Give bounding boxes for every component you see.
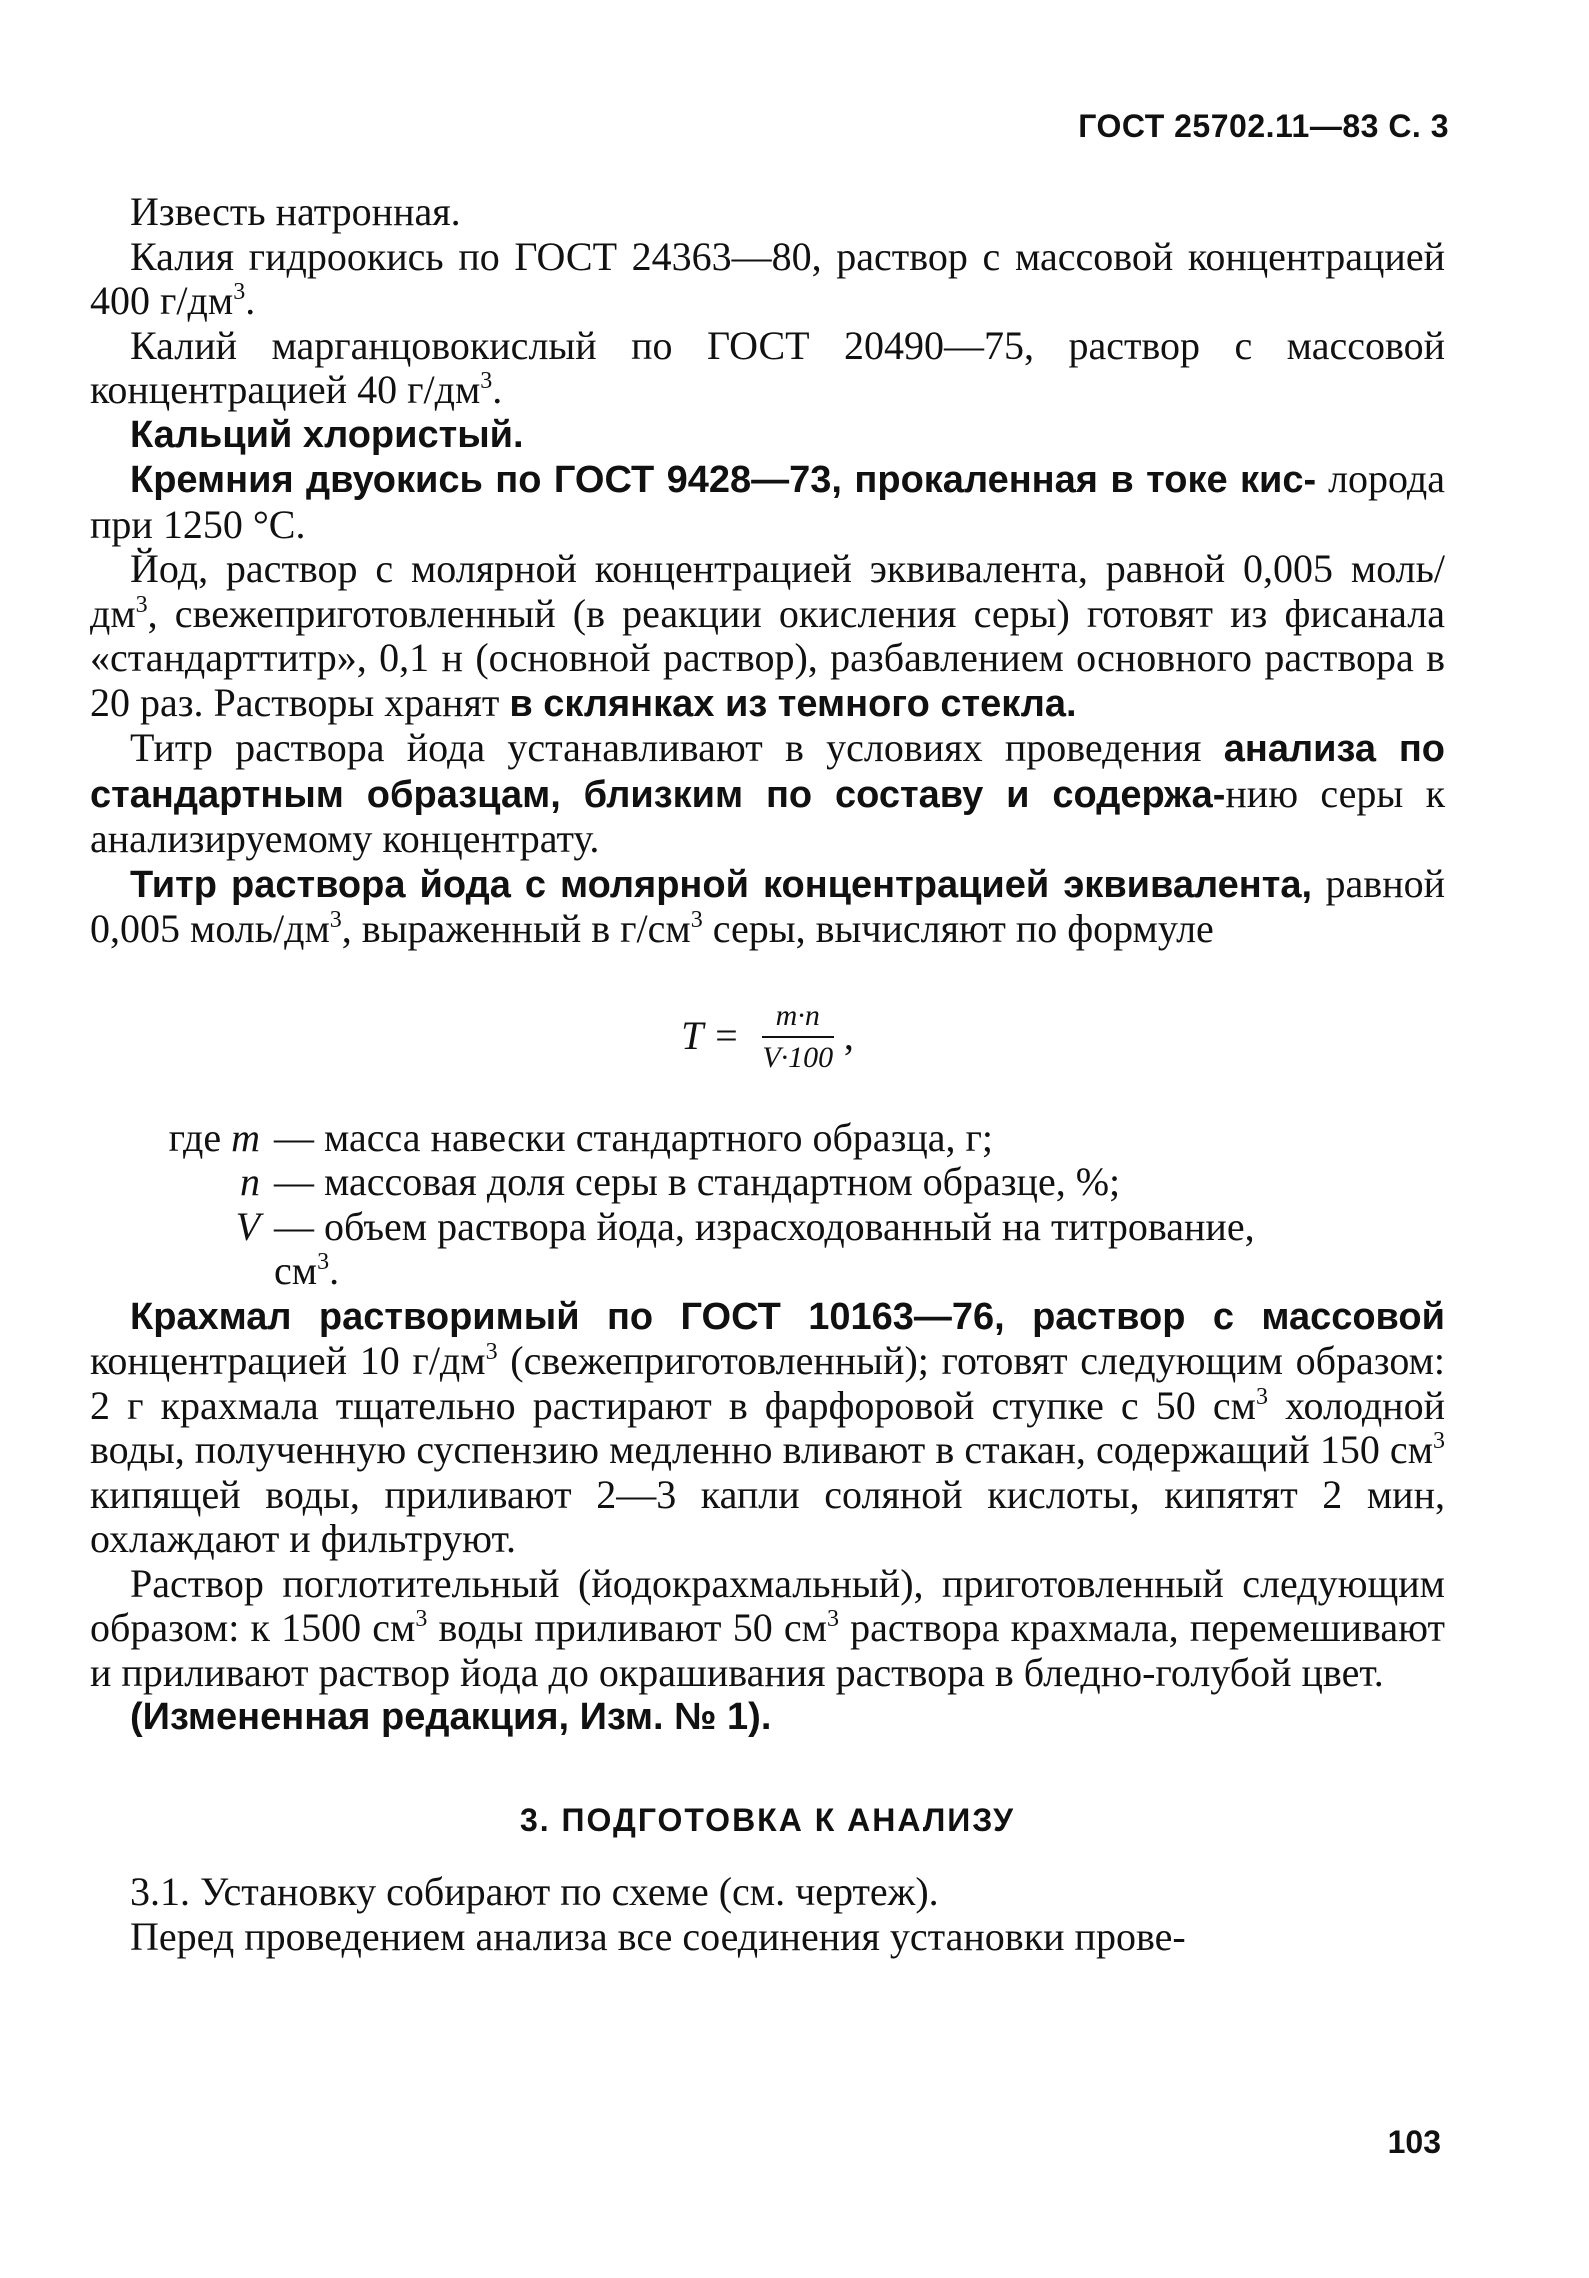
paragraph-absorber: Раствор поглотительный (йодокрахмальный), приготовленный следующим образом: к 1500 $см^3$ воды приливают 50 $см^3$ раствора крахмала, перемешивают и приливают раствор йода до окрашивания раствора в бледно-голубой цвет. bbox=[90, 1560, 1445, 1695]
paragraph-iodine: Йод, раствор с молярной концентрацией эквивалента, равной 0,005 моль/$дм^3$, свежеприготовленный (в реакции окисления серы) готовят из фисанала «стандарттитр», 0,1 н (основной раствор), разбавлением основного раствора в 20 раз. Растворы хранят в склянках из темного стекла. bbox=[90, 546, 1445, 725]
formula-denominator: V·100 bbox=[762, 1040, 834, 1074]
paragraph-starch: Крахмал растворимый по ГОСТ 10163—76, раствор с массовой концентрацией 10 $г/дм^3$ (свежеприготовленный); готовят следующим образом: 2 г крахмала тщательно растирают в фарфоровой ступке с 50 $см^3$ холодной воды, полученную суспензию медленно вливают в стакан, содержащий 150 $см^3$ кипящей воды, приливают 2—3 капли соляной кислоты, кипятят 2 мин, охлаждают и фильтруют. bbox=[90, 1295, 1445, 1561]
paragraph-potassium-hydroxide: Калия гидроокись по ГОСТ 24363—80, раствор с массовой концентрацией 400 $г/дм^3$. bbox=[90, 233, 1445, 323]
paragraph-3-1-continued: Перед проведением анализа все соединения установки прове- bbox=[130, 1913, 1186, 1959]
running-header: ГОСТ 25702.11—83 С. 3 bbox=[1078, 108, 1449, 144]
paragraph-lime: Известь натронная. bbox=[130, 189, 461, 234]
formula-legend bbox=[90, 1116, 1445, 1294]
paragraph-titer-formula-intro: Титр раствора йода с молярной концентрацией эквивалента, равной 0,005 моль/$дм^3$, выраженный в $г/см^3$ серы, вычисляют по формуле bbox=[90, 860, 1446, 951]
titer-formula bbox=[90, 962, 1445, 1112]
section-title: 3. ПОДГОТОВКА К АНАЛИЗУ bbox=[519, 1801, 1016, 1838]
formula-comma: , bbox=[843, 1013, 854, 1059]
legend-row-n: n — массовая доля серы в стандартном образце, %; bbox=[240, 1159, 1121, 1204]
formula-lhs: T = bbox=[681, 1013, 740, 1059]
paragraph-titer: Титр раствора йода устанавливают в условиях проведения анализа по стандартным образцам, близким по составу и содержа-нию серы к анализируемому концентрату. bbox=[90, 725, 1446, 861]
paragraph-permanganate: Калий марганцовокислый по ГОСТ 20490—75, раствор с массовой концентрацией 40 $г/дм^3$. bbox=[90, 322, 1445, 412]
formula-numerator: m·n bbox=[762, 996, 834, 1038]
paragraph-silica: Кремния двуокись по ГОСТ 9428—73, прокаленная в токе кис- лорода при 1250 °С. bbox=[90, 456, 1446, 547]
amendment-note: (Измененная редакция, Изм. № 1). bbox=[130, 1696, 772, 1738]
legend-row-m: где m — масса навески стандартного образца, г; bbox=[168, 1114, 994, 1160]
formula-fraction bbox=[762, 996, 834, 1078]
page-number: 103 bbox=[1387, 2124, 1441, 2160]
legend-row-v: V — объем раствора йода, израсходованный на титрование, bbox=[235, 1203, 1255, 1249]
legend-row-v-unit: $см^3$. bbox=[274, 1248, 340, 1293]
document-body bbox=[90, 190, 1445, 1959]
paragraph-calcium-chloride: Кальций хлористый. bbox=[130, 413, 524, 456]
paragraph-3-1: 3.1. Установку собирают по схеме (см. чертеж). bbox=[130, 1869, 939, 1914]
